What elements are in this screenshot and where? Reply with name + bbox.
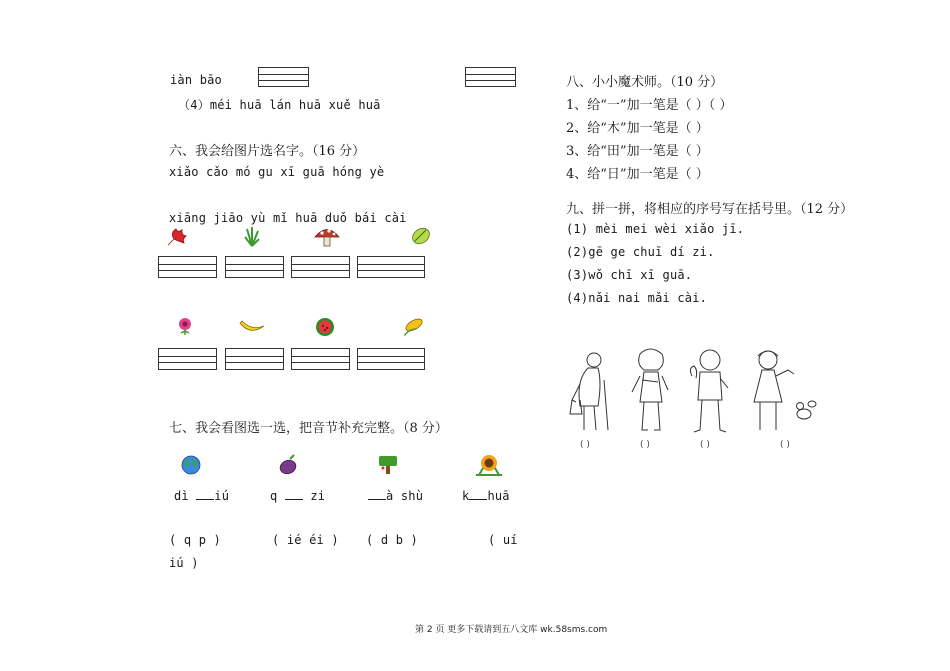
blank-question-1 bbox=[174, 487, 229, 503]
blank-question-3 bbox=[368, 487, 423, 503]
writing-grid[interactable] bbox=[291, 256, 350, 278]
q4-suffix: huā bbox=[487, 489, 510, 503]
writing-grid[interactable] bbox=[357, 348, 425, 370]
section-8-line-1: 1、给“一”加一笔是（ ）（ ） bbox=[566, 98, 733, 113]
globe-icon bbox=[180, 455, 202, 475]
flower-icon bbox=[175, 317, 195, 335]
corn-icon bbox=[401, 316, 425, 338]
writing-grid[interactable] bbox=[158, 256, 217, 278]
page-footer: 第 2 页 更多下载请到五八文库 wk.58sms.com bbox=[415, 625, 608, 635]
answer-parentheses-1[interactable]: ( ) bbox=[580, 440, 590, 450]
section-8-line-3: 3、给“田”加一笔是（ ） bbox=[566, 144, 709, 159]
option-group-4b: iú ) bbox=[169, 556, 199, 570]
pinyin-row-1: xiǎo cǎo mó gu xī guā hóng yè bbox=[169, 165, 385, 179]
pinyin-item-4: （4）méi huā lán huā xuě huā bbox=[178, 98, 381, 112]
section-8-line-2: 2、给“木”加一笔是（ ） bbox=[566, 121, 709, 136]
writing-grid[interactable] bbox=[357, 256, 425, 278]
answer-parentheses-2[interactable]: ( ) bbox=[640, 440, 650, 450]
answer-blank[interactable] bbox=[368, 487, 386, 500]
mushroom-icon bbox=[313, 226, 341, 248]
answer-blank[interactable] bbox=[469, 487, 487, 500]
pinyin-row-2: xiāng jiāo yù mǐ huā duǒ bái cài bbox=[169, 211, 407, 225]
cabbage-icon bbox=[410, 226, 432, 246]
section-7-title: 七、我会看图选一选，把音节补充完整。（8 分） bbox=[169, 421, 448, 436]
blank-question-2 bbox=[270, 487, 325, 503]
section-8-line-4: 4、给“日”加一笔是（ ） bbox=[566, 167, 709, 182]
writing-grid[interactable] bbox=[291, 348, 350, 370]
watermelon-icon bbox=[314, 317, 336, 337]
grass-icon bbox=[243, 225, 261, 247]
section-9-title: 九、拼一拼，将相应的序号写在括号里。（12 分） bbox=[566, 202, 854, 217]
pinyin-top-line: iàn bāo bbox=[170, 73, 222, 87]
q2-prefix: q bbox=[270, 489, 278, 503]
section-9-line-3: (3)wǒ chī xī guā. bbox=[566, 268, 693, 282]
blank-question-4 bbox=[462, 487, 510, 503]
red-leaf-icon bbox=[166, 227, 188, 247]
q1-suffix: iú bbox=[214, 489, 230, 503]
writing-grid[interactable] bbox=[158, 348, 217, 370]
section-9-line-4: (4)nǎi nai mǎi cài. bbox=[566, 291, 708, 305]
answer-blank[interactable] bbox=[285, 487, 303, 500]
option-group-2: ( ié éi ) bbox=[272, 533, 339, 547]
q2-suffix: zi bbox=[310, 489, 326, 503]
option-group-3: ( d b ) bbox=[366, 533, 418, 547]
answer-parentheses-4[interactable]: ( ) bbox=[780, 440, 790, 450]
q1-prefix: dì bbox=[174, 489, 189, 503]
answer-blank[interactable] bbox=[196, 487, 214, 500]
section-6-title: 六、我会给图片选名字。（16 分） bbox=[169, 144, 366, 159]
section-8-title: 八、小小魔术师。（10 分） bbox=[566, 75, 724, 90]
writing-grid[interactable] bbox=[225, 348, 284, 370]
sunflower-icon bbox=[474, 453, 504, 477]
q4-prefix: k bbox=[462, 489, 470, 503]
girl-feeding-chick-figure-icon bbox=[750, 348, 820, 436]
boy-with-flute-figure-icon bbox=[628, 346, 674, 436]
grandma-figure-icon bbox=[568, 350, 614, 436]
writing-grid[interactable] bbox=[258, 67, 309, 87]
writing-grid[interactable] bbox=[465, 67, 516, 87]
section-9-line-1: (1) mèi mei wèi xiǎo jī. bbox=[566, 222, 745, 236]
section-9-line-2: (2)gē ge chuī dí zi. bbox=[566, 245, 715, 259]
tree-icon bbox=[377, 454, 399, 476]
answer-parentheses-3[interactable]: ( ) bbox=[700, 440, 710, 450]
q3-suffix: à shù bbox=[386, 489, 424, 503]
writing-grid[interactable] bbox=[225, 256, 284, 278]
eggplant-icon bbox=[276, 454, 298, 476]
option-group-4a: ( uí bbox=[488, 533, 518, 547]
child-eating-watermelon-figure-icon bbox=[686, 348, 734, 436]
option-group-1: ( q p ) bbox=[169, 533, 221, 547]
banana-icon bbox=[238, 318, 266, 336]
